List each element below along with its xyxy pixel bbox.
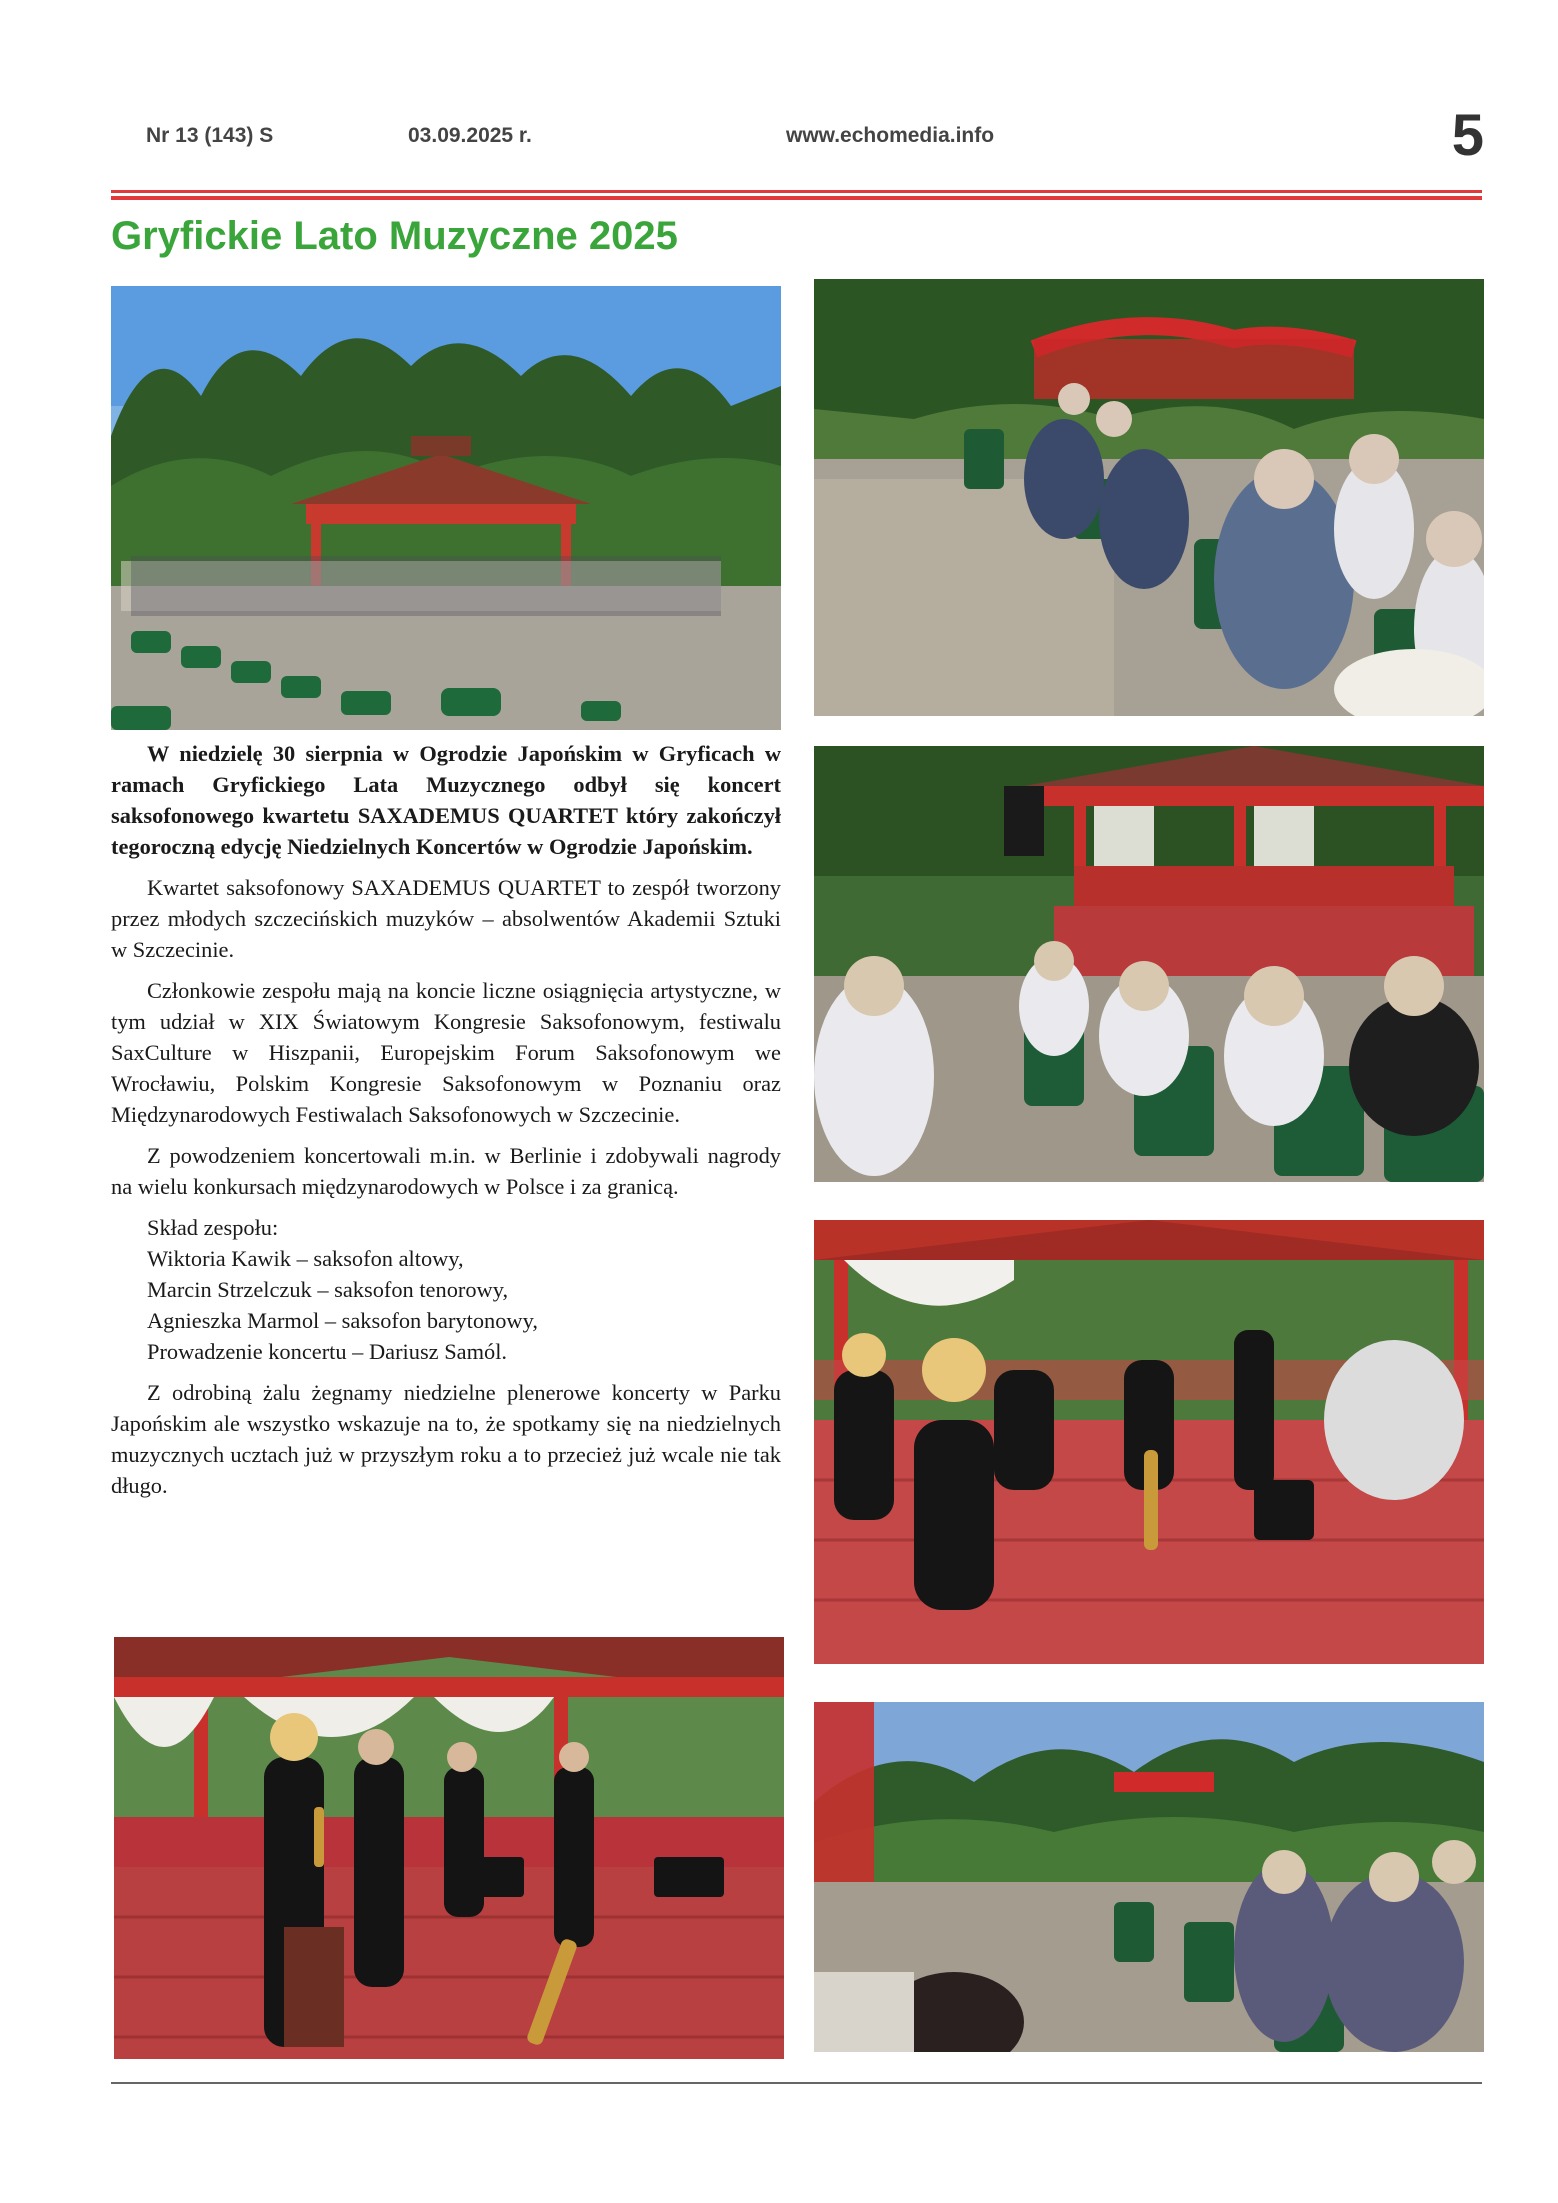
page-number: 5 xyxy=(1451,103,1484,168)
article-body xyxy=(111,738,781,1511)
article-paragraph: Członkowie zespołu mają na koncie liczne osiągnięcia artystyczne, w tym udział w XIX Światowym Kongresie Saksofonowym, festiwalu SaxCulture w Hiszpanii, Europejskim Forum Saksofonowym we Wrocławiu, Polskim Kongresie Saksofonowym w Poznaniu oraz Międzynarodowych Festiwalach Saksofonowych w Szczecinie. xyxy=(111,978,781,1127)
lineup-item: Marcin Strzelczuk – saksofon tenorowy, xyxy=(147,1277,509,1302)
lineup-list xyxy=(111,1212,781,1367)
issue-date: 03.09.2025 r. xyxy=(408,124,532,147)
page-header xyxy=(146,103,1484,168)
issue-number: Nr 13 (143) S xyxy=(146,124,274,147)
article-closing: Z odrobiną żalu żegnamy niedzielne plenerowe koncerty w Parku Japońskim ale wszystko wskazuje na to, że spotkamy się na niedzielnych muzycznych ucztach już w przyszłym roku a to przecież już wcale nie tak długo. xyxy=(111,1380,781,1498)
lineup-item: Wiktoria Kawik – saksofon altowy, xyxy=(147,1246,464,1271)
lineup-heading: Skład zespołu: xyxy=(147,1215,279,1240)
header-rule-bottom xyxy=(111,196,1482,200)
photo-gazebo-concert-back xyxy=(814,746,1484,1182)
footer-rule xyxy=(111,2082,1482,2084)
article-lead: W niedzielę 30 sierpnia w Ogrodzie Japońskim w Gryficach w ramach Gryfickiego Lata Muzycznego odbył się koncert saksofonowego kwartetu SAXADEMUS QUARTET który zakończył tegoroczną edycję Niedzielnych Koncertów w Ogrodzie Japońskim. xyxy=(111,741,781,859)
article-paragraph: Kwartet saksofonowy SAXADEMUS QUARTET to zespół tworzony przez młodych szczecińskich muzyków – absolwentów Akademii Sztuki w Szczecinie. xyxy=(111,875,781,962)
photo-musicians-stage xyxy=(814,1220,1484,1664)
header-rule-top xyxy=(111,190,1482,193)
photo-seated-audience-bridge xyxy=(814,279,1484,716)
photo-audience-gazebo xyxy=(111,286,781,730)
photo-garden-wide xyxy=(814,1702,1484,2052)
photo-quartet-gazebo xyxy=(114,1637,784,2059)
lineup-item: Agnieszka Marmol – saksofon barytonowy, xyxy=(147,1308,538,1333)
article-paragraph: Z powodzeniem koncertowali m.in. w Berlinie i zdobywali nagrody na wielu konkursach międzynarodowych w Polsce i za granicą. xyxy=(111,1143,781,1199)
lineup-item: Prowadzenie koncertu – Dariusz Samól. xyxy=(147,1339,508,1364)
article-title: Gryfickie Lato Muzyczne 2025 xyxy=(111,214,678,258)
website-link[interactable]: www.echomedia.info xyxy=(786,124,995,147)
